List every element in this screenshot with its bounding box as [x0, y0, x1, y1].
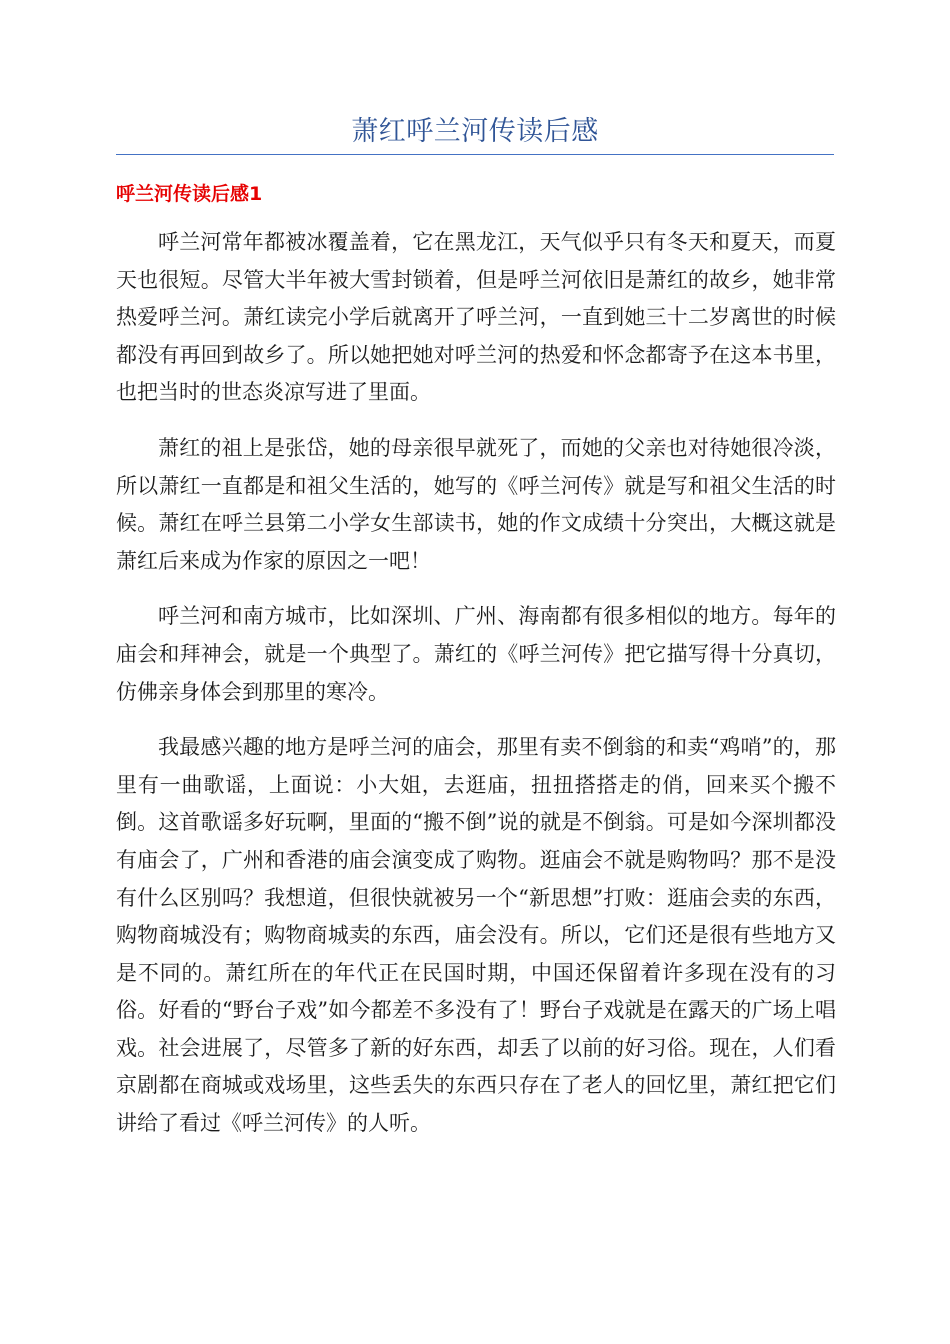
title-underline: [116, 154, 834, 155]
body-paragraph-1: 呼兰河常年都被冰覆盖着，它在黑龙江，天气似乎只有冬天和夏天，而夏天也很短。尽管大半年被大雪封锁着，但是呼兰河依旧是萧红的故乡，她非常热爱呼兰河。萧红读完小学后就离开了呼兰河，一直到她三十二岁离世的时候都没有再回到故乡了。所以她把她对呼兰河的热爱和怀念都寄予在这本书里，也把当时的世态炎凉写进了里面。: [116, 230, 836, 405]
section-heading: 呼兰河传读后感1: [116, 183, 263, 205]
body-paragraph-3: 呼兰河和南方城市，比如深圳、广州、海南都有很多相似的地方。每年的庙会和拜神会，就是一个典型了。萧红的《呼兰河传》把它描写得十分真切，仿佛亲身体会到那里的寒冷。: [116, 604, 836, 704]
body-paragraph-4: 我最感兴趣的地方是呼兰河的庙会，那里有卖不倒翁的和卖“鸡哨”的，那里有一曲歌谣，上面说：小大姐，去逛庙，扭扭搭搭走的俏，回来买个搬不倒。这首歌谣多好玩啊，里面的“搬不倒”说的就是不倒翁。可是如今深圳都没有庙会了，广州和香港的庙会演变成了购物。逛庙会不就是购物吗？那不是没有什么区别吗？我想道，但很快就被另一个“新思想”打败：逛庙会卖的东西，购物商城没有；购物商城卖的东西，庙会没有。所以，它们还是很有些地方又是不同的。萧红所在的年代正在民国时期，中国还保留着许多现在没有的习俗。好看的“野台子戏”如今都差不多没有了！野台子戏就是在露天的广场上唱戏。社会进展了，尽管多了新的好东西，却丢了以前的好习俗。现在，人们看京剧都在商城或戏场里，这些丢失的东西只存在了老人的回忆里，萧红把它们讲给了看过《呼兰河传》的人听。: [116, 735, 836, 1136]
document-title: 萧红呼兰河传读后感: [351, 116, 599, 147]
body-paragraph-2: 萧红的祖上是张岱，她的母亲很早就死了，而她的父亲也对待她很冷淡，所以萧红一直都是和祖父生活的，她写的《呼兰河传》就是写和祖父生活的时候。萧红在呼兰县第二小学女生部读书，她的作文成绩十分突出，大概这就是萧红后来成为作家的原因之一吧！: [116, 435, 836, 573]
document-body: [116, 224, 836, 1161]
